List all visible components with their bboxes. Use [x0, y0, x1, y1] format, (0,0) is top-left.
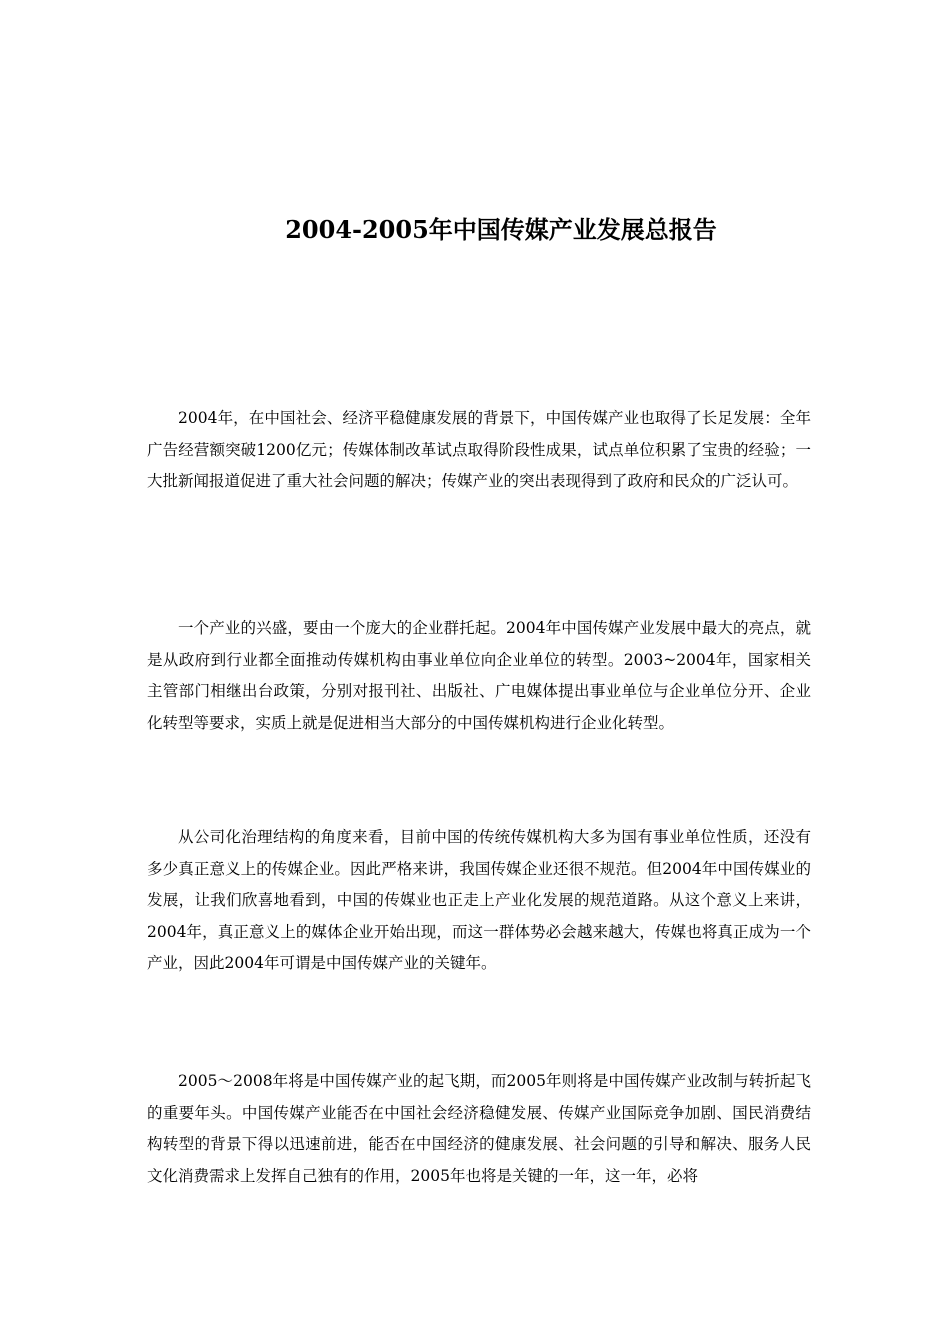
- paragraph-3: 从公司化治理结构的角度来看，目前中国的传统传媒机构大多为国有事业单位性质，还没有多少真正意义上的传媒企业。因此严格来讲，我国传媒企业还很不规范。但2004年中国传媒业的发展，让我们欣喜地看到，中国的传媒业也正走上产业化发展的规范道路。从这个意义上来讲，2004年，真正意义上的媒体企业开始出现，而这一群体势必会越来越大，传媒也将真正成为一个产业，因此2004年可谓是中国传媒产业的关键年。: [147, 828, 811, 973]
- paragraph-4: 2005～2008年将是中国传媒产业的起飞期，而2005年则将是中国传媒产业改制与转折起飞的重要年头。中国传媒产业能否在中国社会经济稳健发展、传媒产业国际竞争加剧、国民消费结构转型的背景下得以迅速前进，能否在中国经济的健康发展、社会问题的引导和解决、服务人民文化消费需求上发挥自己独有的作用，2005年也将是关键的一年，这一年，必将: [147, 1072, 811, 1185]
- paragraph-2: 一个产业的兴盛，要由一个庞大的企业群托起。2004年中国传媒产业发展中最大的亮点，就是从政府到行业都全面推动传媒机构由事业单位向企业单位的转型。2003~2004年，国家相关主管部门相继出台政策，分别对报刊社、出版社、广电媒体提出事业单位与企业单位分开、企业化转型等要求，实质上就是促进相当大部分的中国传媒机构进行企业化转型。: [147, 619, 811, 732]
- paragraph-1: 2004年，在中国社会、经济平稳健康发展的背景下，中国传媒产业也取得了长足发展：全年广告经营额突破1200亿元；传媒体制改革试点取得阶段性成果，试点单位积累了宝贵的经验；一大批新闻报道促进了重大社会问题的解决；传媒产业的突出表现得到了政府和民众的广泛认可。: [147, 409, 811, 491]
- document-title: 2004-2005年中国传媒产业发展总报告: [285, 215, 717, 244]
